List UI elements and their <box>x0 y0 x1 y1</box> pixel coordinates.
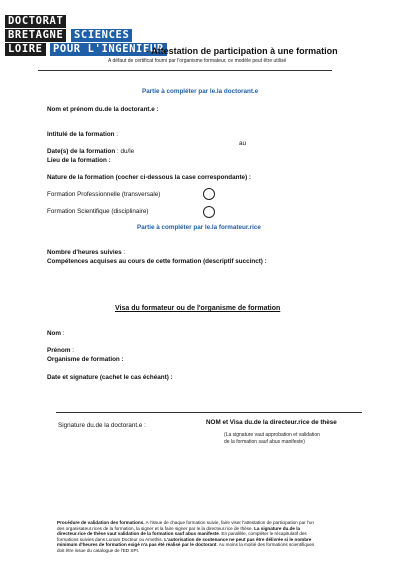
logo-line-bretagne: BRETAGNE <box>5 29 66 42</box>
procedure-text-3b: . En parallèle, compléter le récapitulatif des <box>218 531 307 537</box>
logo-line-sciences: SCIENCES <box>71 29 132 42</box>
option-formation-professionnelle-label: Formation Professionnelle (transversale) <box>47 191 161 198</box>
field-visa-prenom-colon: : <box>70 347 74 354</box>
field-intitule <box>47 123 118 141</box>
procedure-text-2b: La signature du.de la <box>254 525 301 531</box>
logo-line-loire: LOIRE <box>5 43 46 56</box>
signature-doctorant-label: Signature du.de la doctorant.e : <box>58 422 146 429</box>
field-nature: Nature de la formation (cocher ci-dessous la case correspondante) : <box>47 174 252 181</box>
field-visa-prenom <box>47 339 74 357</box>
field-visa-nom-label: Nom <box>47 330 61 337</box>
field-intitule-colon: : <box>114 131 119 138</box>
signature-note-line2: de la formation sauf abus manifeste) <box>224 439 305 445</box>
field-nom-prenom-doctorant: Nom et prénom du.de la doctorant.e : <box>47 106 159 113</box>
field-heures-label: Nombre d'heures suivies <box>47 249 122 256</box>
procedure-text-2a: des organisateur.rices de la formation, la signer et la faire signer par le.la directeur.rice de thèse. <box>57 525 255 531</box>
field-heures <box>47 241 125 259</box>
field-visa-nom <box>47 322 65 340</box>
radio-formation-scientifique[interactable] <box>203 206 215 218</box>
field-intitule-label: Intitulé de la formation <box>47 131 115 138</box>
procedure-text <box>57 520 362 554</box>
procedure-text-5a: minimum d'heures de formation exigé n'a pas été réalisé par le doctorant <box>57 542 217 548</box>
option-formation-scientifique-label: Formation Scientifique (disciplinaire) <box>47 208 149 215</box>
procedure-text-3a: directeur.rice de thèse vaut validation de la formation sauf abus manifeste <box>57 531 219 537</box>
page-subtitle: A défaut de certificat fourni par l'organisme formateur, ce modèle peut être utilisé <box>108 58 287 64</box>
procedure-line-6 <box>57 548 362 554</box>
radio-formation-professionnelle[interactable] <box>203 188 215 200</box>
field-dates <box>47 140 134 158</box>
field-date-signature: Date et signature (cachet le cas échéant) : <box>47 374 173 381</box>
visa-heading: Visa du formateur ou de l'organisme de formation <box>115 305 281 312</box>
procedure-text-5b: . Au moins la moitié des formations scientifiques <box>216 542 315 548</box>
field-competences: Compétences acquises au cours de cette formation (descriptif succinct) : <box>47 258 267 265</box>
field-organisme: Organisme de formation : <box>47 356 124 363</box>
section-heading-formateur: Partie à compléter par le.la formateur.rice <box>137 224 261 231</box>
procedure-text-6: doit être issue du catalogue de l'ED SPI. <box>57 547 140 553</box>
procedure-title: Procédure de validation des formations. <box>57 520 145 525</box>
field-dates-value: : du/le <box>115 148 135 155</box>
field-dates-au: au <box>239 140 247 147</box>
field-visa-prenom-label: Prénom <box>47 347 71 354</box>
field-visa-nom-colon: : <box>61 330 65 337</box>
logo-line-pour-ingenieur: POUR L'INGENIEUR <box>50 43 167 56</box>
procedure-text-1: A l'issue de chaque formation suivie, faire viser l'attestation de participation par l'un <box>144 520 314 525</box>
procedure-text-4a: formations suivies dans Lunam Docteur ou Amethis. <box>57 536 165 542</box>
field-dates-label: Date(s) de la formation <box>47 148 116 155</box>
section-heading-doctorant: Partie à compléter par le.la doctorant.e <box>142 88 259 95</box>
logo-line-doctorat: DOCTORAT <box>5 15 66 28</box>
field-lieu: Lieu de la formation : <box>47 157 111 164</box>
field-heures-colon: : <box>121 249 126 256</box>
signature-directeur-label: NOM et Visa du.de la directeur.rice de thèse <box>206 419 337 426</box>
signature-note-line1: (La signature vaut approbation et validation <box>224 432 320 438</box>
header-divider <box>38 70 332 71</box>
signature-divider <box>56 412 362 413</box>
procedure-text-4b: L'autorisation de soutenance ne peut pas être délivrée si le nombre <box>164 536 312 542</box>
page-title: - Attestation de participation à une formation <box>146 46 338 56</box>
